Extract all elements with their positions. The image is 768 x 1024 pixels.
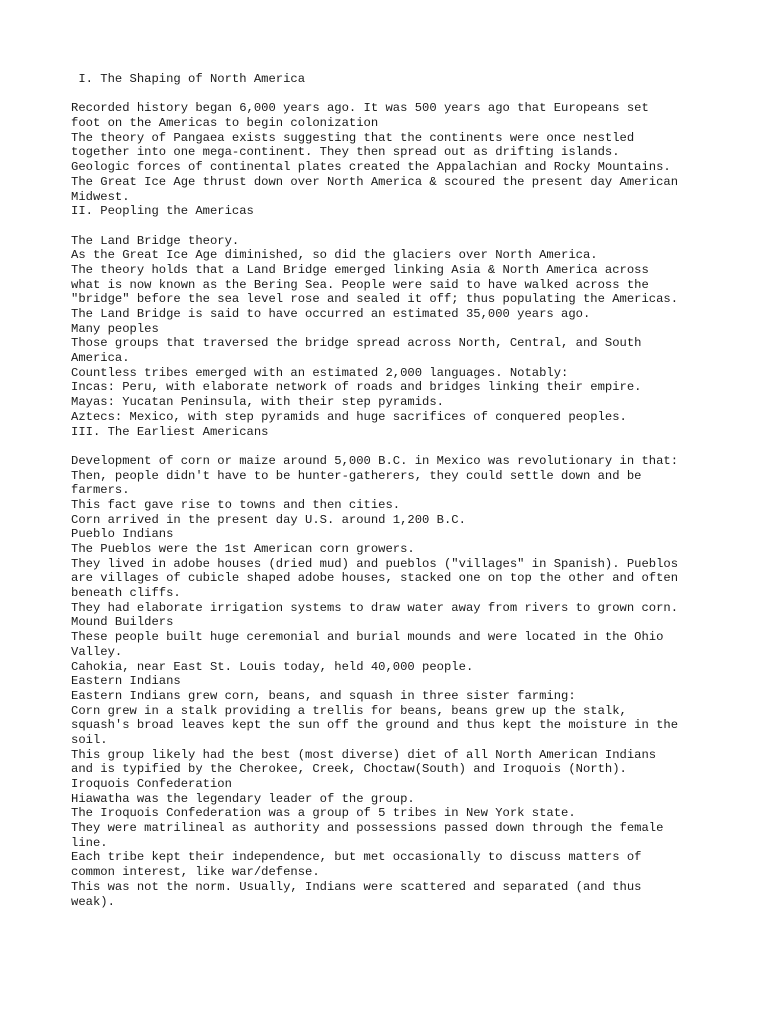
text-line: together into one mega-continent. They then spread out as drifting islands. <box>71 145 620 160</box>
text-line: Cahokia, near East St. Louis today, held 40,000 people. <box>71 659 474 674</box>
text-line: Pueblo Indians <box>71 527 174 542</box>
text-line: America. <box>71 351 130 366</box>
text-line: Corn grew in a stalk providing a trellis for beans, beans grew up the stalk, <box>71 703 627 718</box>
text-line: Iroquois Confederation <box>71 777 232 791</box>
text-line: soil. <box>71 732 108 747</box>
section-heading: II. Peopling the Americas <box>71 204 254 219</box>
text-line: These people built huge ceremonial and burial mounds and were located in the Ohio <box>71 630 664 645</box>
text-line: The Great Ice Age thrust down over North America & scoured the present day American <box>71 174 679 189</box>
text-line: Development of corn or maize around 5,000 B.C. in Mexico was revolutionary in that: <box>71 453 679 468</box>
text-line: Recorded history began 6,000 years ago. It was 500 years ago that Europeans set <box>71 101 649 116</box>
text-line: The Land Bridge theory. <box>71 233 240 248</box>
text-line: As the Great Ice Age diminished, so did the glaciers over North America. <box>71 248 598 263</box>
text-line: Those groups that traversed the bridge spread across North, Central, and South <box>71 336 642 351</box>
text-line: The theory of Pangaea exists suggesting that the continents were once nestled <box>71 130 635 145</box>
text-line: This was not the norm. Usually, Indians were scattered and separated (and thus <box>71 879 642 894</box>
text-line: Hiawatha was the legendary leader of the group. <box>71 791 415 806</box>
text-line: weak). <box>71 894 115 909</box>
text-line: Eastern Indians <box>71 674 181 689</box>
text-line: Mound Builders <box>71 615 174 630</box>
text-line: Then, people didn't have to be hunter-gatherers, they could settle down and be <box>71 468 642 483</box>
text-line: They were matrilineal as authority and possessions passed down through the female <box>71 821 664 836</box>
text-line: line. <box>71 835 108 850</box>
text-line: The Iroquois Confederation was a group of 5 tribes in New York state. <box>71 806 576 821</box>
blank-line <box>71 219 711 234</box>
text-line: Corn arrived in the present day U.S. around 1,200 B.C. <box>71 512 466 527</box>
text-line: squash's broad leaves kept the sun off the ground and thus kept the moisture in the <box>71 718 679 733</box>
text-line: Eastern Indians grew corn, beans, and squash in three sister farming: <box>71 688 576 703</box>
text-line: Many peoples <box>71 321 159 336</box>
text-line: Geologic forces of continental plates created the Appalachian and Rocky Mountains. <box>71 160 671 175</box>
text-line: Incas: Peru, with elaborate network of roads and bridges linking their empire. <box>71 380 642 395</box>
text-line: They lived in adobe houses (dried mud) and pueblos ("villages" in Spanish). Pueblos <box>71 556 679 571</box>
text-line: The Pueblos were the 1st American corn growers. <box>71 542 415 556</box>
text-line: The Land Bridge is said to have occurred an estimated 35,000 years ago. <box>71 307 591 321</box>
text-line: beneath cliffs. <box>71 586 181 601</box>
text-line: "bridge" before the sea level rose and sealed it off; thus populating the Americas. <box>71 292 679 307</box>
text-line: what is now known as the Bering Sea. People were said to have walked across the <box>71 277 649 292</box>
text-line: and is typified by the Cherokee, Creek, Choctaw(South) and Iroquois (North). <box>71 762 627 777</box>
text-line: Aztecs: Mexico, with step pyramids and huge sacrifices of conquered peoples. <box>71 409 627 424</box>
section-heading: III. The Earliest Americans <box>71 424 269 439</box>
text-line: Midwest. <box>71 189 130 204</box>
text-line: common interest, like war/defense. <box>71 865 320 880</box>
text-line: Valley. <box>71 644 123 659</box>
text-line: This group likely had the best (most diverse) diet of all North American Indians <box>71 747 657 762</box>
document-page <box>71 72 711 909</box>
text-line: Mayas: Yucatan Peninsula, with their step pyramids. <box>71 395 444 410</box>
text-line: This fact gave rise to towns and then cities. <box>71 497 401 512</box>
text-line: Each tribe kept their independence, but met occasionally to discuss matters of <box>71 850 642 865</box>
text-line: They had elaborate irrigation systems to draw water away from rivers to grown corn. <box>71 600 679 615</box>
text-line: foot on the Americas to begin colonization <box>71 116 379 131</box>
text-line: farmers. <box>71 483 130 498</box>
text-line: The theory holds that a Land Bridge emerged linking Asia & North America across <box>71 262 649 277</box>
section-heading: I. The Shaping of North America <box>71 72 306 86</box>
text-line: Countless tribes emerged with an estimated 2,000 languages. Notably: <box>71 365 569 380</box>
blank-line <box>71 439 711 454</box>
text-line: are villages of cubicle shaped adobe houses, stacked one on top the other and often <box>71 571 679 586</box>
blank-line <box>71 87 711 102</box>
